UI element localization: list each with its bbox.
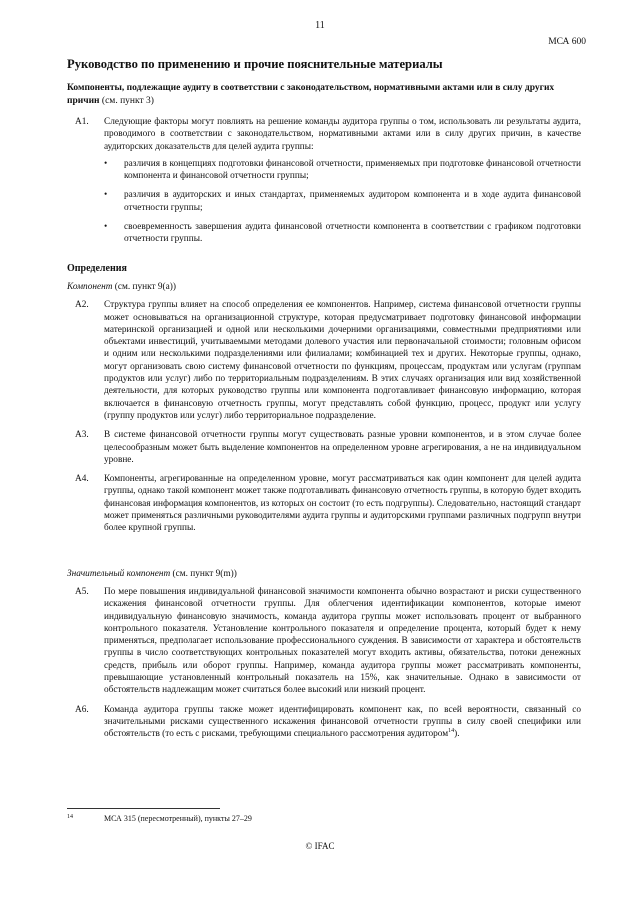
paragraph-text: Следующие факторы могут повлиять на решение команды аудитора группы о том, использовать ли результаты аудита, проводимого в соответствии с законодательством, нормативными актами или в силу других причин, в качестве аудиторских доказательств для целей аудита группы:	[104, 117, 581, 152]
paragraph-a4	[67, 473, 581, 534]
subheading-ref: (см. пункт 9(m))	[172, 568, 237, 579]
paragraph-text: Компоненты, агрегированные на определенном уровне, могут рассматриваться как один компонент для целей аудита группы, однако такой компонент может также подготавливать финансовую отчетность группы, в которую будет входить финансовая информация компонентов, из которых он состоит (то есть подгруппы). Следовательно, настоящий стандарт может применяться различными руководителями аудита группы и аудиторскими группами различных подгрупп внутри более крупной группы.	[104, 474, 581, 534]
subheading-component	[67, 281, 581, 293]
list-item-text: различия в аудиторских и иных стандартах, применяемых аудитором компонента и в ходе аудита финансовой отчетности группы;	[124, 190, 581, 213]
list-item	[104, 189, 581, 214]
bullet-list	[104, 158, 581, 246]
paragraph-text	[104, 704, 581, 741]
section-heading-ref: (см. пункт 3)	[101, 95, 154, 106]
footnote	[67, 814, 252, 823]
paragraph-a6	[67, 704, 581, 741]
paragraph-number: A3.	[75, 430, 89, 441]
paragraph-a5	[67, 586, 581, 697]
paragraph-text: Структура группы влияет на способ определения ее компонентов. Например, система финансовой отчетности группы может основываться на организационной структуре, которая предусматривает подготовку финансовой информации материнской организацией и одной или несколькими дочерними организациями, совместными предприятиями или объектами инвестиций, учитываемыми методами долевого участия или первоначальной стоимости; головным офисом и одним или несколькими подразделениями или филиалами; комбинацией тех и других. Некоторые группы, однако, могут организовать свою систему финансовой отчетности по функциям, процессам, продуктам или услугам (группам продуктов или услуг) либо по территориальным подразделениям. В этих случаях организация или вид хозяйственной деятельности, для которых руководство группы или компонента подготавливает финансовую информацию, которая включается в финансовую отчетность группы, могут представлять собой функцию, процесс, продукт или услугу (группу продуктов или услуг) либо территориальное подразделение.	[104, 300, 581, 421]
paragraph-number: A6.	[75, 704, 89, 715]
paragraph-text-end: ).	[454, 729, 460, 740]
list-item	[104, 158, 581, 183]
paragraph-a2	[67, 299, 581, 422]
subheading-text: Компонент	[67, 281, 113, 292]
footnote-number: 14	[67, 814, 73, 820]
document-body	[67, 57, 581, 747]
list-item-text: своевременность завершения аудита финансовой отчетности компонента в соответствии с графиком подготовки отчетности группы.	[124, 222, 581, 245]
list-item-text: различия в концепциях подготовки финансовой отчетности, применяемых при подготовке финансовой отчетности компонента и финансовой отчетности группы;	[124, 158, 581, 182]
paragraph-number: A2.	[75, 300, 89, 311]
footnote-divider	[67, 808, 220, 809]
bullet-icon: •	[104, 190, 108, 201]
paragraph-text: По мере повышения индивидуальной финансовой значимости компонента обычно возрастают и риски существенного искажения финансовой отчетности группы. Для облегчения идентификации компонентов, которые имеют индивидуальную финансовую значимость, команда аудитора группы может использовать процент от выбранного контрольного показателя. Установление контрольного показателя и определение процента, который будет к нему применяться, предполагает использование профессионального суждения. В зависимости от характера и обстоятельств группы в число соответствующих контрольных показателей могут входить активы, обязательства, потоки денежных средств, прибыль или оборот группы. Например, команда аудитора группы может рассматривать компоненты, превышающие установленный контрольный показатель на 15%, как значительные. Однако в зависимости от обстоятельств надлежащим может считаться более высокий или низкий процент.	[104, 586, 581, 696]
section-heading-text: Компоненты, подлежащие аудиту в соответствии с законодательством, нормативными актами или в силу других причин	[67, 83, 555, 106]
paragraph-number: A1.	[75, 117, 89, 127]
list-item	[104, 221, 581, 246]
section-heading-components	[67, 82, 581, 107]
subheading-significant-component	[67, 568, 581, 580]
definitions-heading: Определения	[67, 262, 127, 274]
bullet-icon: •	[104, 222, 108, 233]
paragraph-number: A4.	[75, 474, 89, 485]
paragraph-text-main: Команда аудитора группы также может идентифицировать компонент как, по всей вероятности, связанный со значительными рисками существенного искажения финансовой отчетности группы в силу своей специфики или обстоятельств (то есть с рисками, требующими специального рассмотрения аудитором	[104, 704, 581, 740]
copyright-footer: © IFAC	[305, 841, 335, 851]
bullet-icon: •	[104, 158, 108, 169]
page-title: Руководство по применению и прочие пояснительные материалы	[67, 57, 443, 71]
page-number: 11	[315, 20, 325, 31]
paragraph-number: A5.	[75, 586, 89, 597]
paragraph-text: В системе финансовой отчетности группы могут существовать разные уровни компонентов, и в этом случае более целесообразным может быть выделение компонентов на определенном уровне агрегирования, а не на индивидуальном уровне.	[104, 430, 581, 465]
footnote-text: МСА 315 (пересмотренный), пункты 27–29	[104, 814, 252, 823]
subheading-text: Значительный компонент	[67, 568, 171, 579]
standard-id: МСА 600	[548, 37, 586, 47]
footnote-reference[interactable]: 14	[448, 728, 455, 735]
paragraph-a3	[67, 429, 581, 466]
subheading-ref: (см. пункт 9(а))	[114, 281, 176, 292]
paragraph-a1	[67, 116, 581, 253]
